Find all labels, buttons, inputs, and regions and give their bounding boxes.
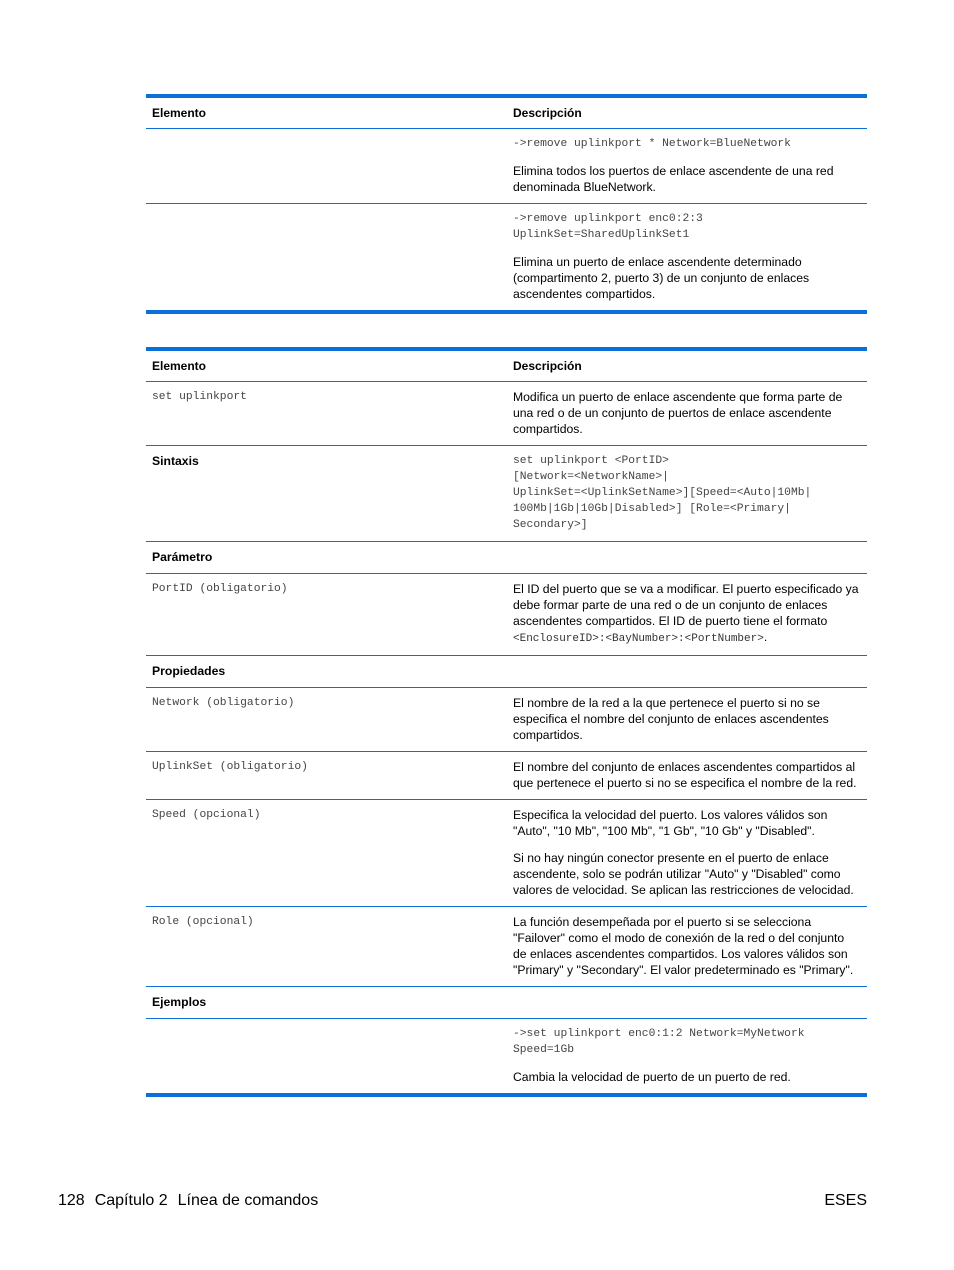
parameter-label: Parámetro — [152, 550, 213, 564]
example-code: ->set uplinkport enc0:1:2 Network=MyNetwork Speed=1Gb — [513, 1028, 805, 1056]
chapter-title: Línea de comandos — [177, 1192, 319, 1209]
properties-label: Propiedades — [152, 664, 226, 678]
section-row — [146, 656, 867, 688]
header-elemento: Elemento — [152, 359, 207, 373]
command-description: Modifica un puerto de enlace ascendente que forma parte de una red o de un conjunto de puertos de enlace ascendente compartidos. — [513, 390, 843, 436]
portid-name: PortID (obligatorio) — [152, 583, 288, 595]
table-row — [146, 907, 867, 987]
table-row — [146, 574, 867, 656]
syntax-label: Sintaxis — [152, 454, 199, 468]
portid-format-code: <EnclosureID>:<BayNumber>:<PortNumber> — [513, 633, 764, 645]
table-header — [146, 98, 867, 129]
header-descripcion: Descripción — [513, 359, 582, 373]
network-name: Network (obligatorio) — [152, 697, 295, 709]
table-row — [146, 752, 867, 800]
command-name: set uplinkport — [152, 391, 247, 403]
example-code: ->remove uplinkport * Network=BlueNetwork — [513, 138, 791, 150]
footer-left — [58, 1191, 318, 1211]
table-remove-uplinkport-continued — [146, 94, 867, 314]
page-number: 128 — [58, 1192, 85, 1209]
language-code: ESES — [824, 1192, 867, 1209]
example-description: Cambia la velocidad de puerto de un puerto de red. — [513, 1070, 791, 1084]
table-row — [146, 800, 867, 907]
uplinkset-description: El nombre del conjunto de enlaces ascendentes compartidos al que pertenece el puerto si no se especifica el nombre de la red. — [513, 760, 857, 790]
table-row — [146, 446, 867, 542]
header-elemento: Elemento — [152, 106, 207, 120]
table-header — [146, 351, 867, 382]
page-footer — [58, 1191, 867, 1211]
example-description: Elimina todos los puertos de enlace ascendente de una red denominada BlueNetwork. — [513, 164, 834, 194]
network-description: El nombre de la red a la que pertenece el puerto si no se especifica el nombre del conjunto de enlaces ascendentes compartidos. — [513, 696, 829, 742]
examples-label: Ejemplos — [152, 995, 207, 1009]
section-row — [146, 987, 867, 1019]
table-row — [146, 129, 867, 204]
portid-description: El ID del puerto que se va a modificar. El puerto especificado ya debe formar parte de una red o de un conjunto de enlaces ascendentes compartidos. El ID de puerto tiene el formato <EnclosureID>:<BayNumber>:<PortNumber>. — [513, 582, 859, 645]
header-descripcion: Descripción — [513, 106, 582, 120]
table-set-uplinkport — [146, 347, 867, 1097]
syntax-code: set uplinkport <PortID> [Network=<NetworkName>| UplinkSet=<UplinkSetName>][Speed=<Auto|10Mb| 100Mb|1Gb|10Gb|Disabled>] [Role=<Primary| Secondary>] — [513, 455, 812, 531]
uplinkset-name: UplinkSet (obligatorio) — [152, 761, 308, 773]
role-name: Role (opcional) — [152, 916, 254, 928]
table-row — [146, 382, 867, 446]
table-row — [146, 688, 867, 752]
example-description: Elimina un puerto de enlace ascendente determinado (compartimento 2, puerto 3) de un conjunto de enlaces ascendentes compartidos. — [513, 255, 810, 301]
table-row — [146, 1019, 867, 1093]
speed-description: Especifica la velocidad del puerto. Los valores válidos son "Auto", "10 Mb", "100 Mb", "1 Gb", "10 Gb" y "Disabled". — [513, 808, 828, 838]
section-row — [146, 542, 867, 574]
table-row — [146, 204, 867, 310]
speed-name: Speed (opcional) — [152, 809, 261, 821]
speed-note: Si no hay ningún conector presente en el puerto de enlace ascendente, solo se podrán utilizar "Auto" y "Disabled" como valores de velocidad. Se aplican las restricciones de velocidad. — [513, 851, 854, 897]
role-description: La función desempeñada por el puerto si se selecciona "Failover" como el modo de conexión de la red o del conjunto de enlaces ascendentes compartidos. Los valores válidos son "Primary" y "Secondary". El valor predeterminado es "Primary". — [513, 915, 854, 977]
example-code: ->remove uplinkport enc0:2:3 UplinkSet=SharedUplinkSet1 — [513, 213, 703, 241]
chapter-label: Capítulo 2 — [94, 1192, 168, 1209]
